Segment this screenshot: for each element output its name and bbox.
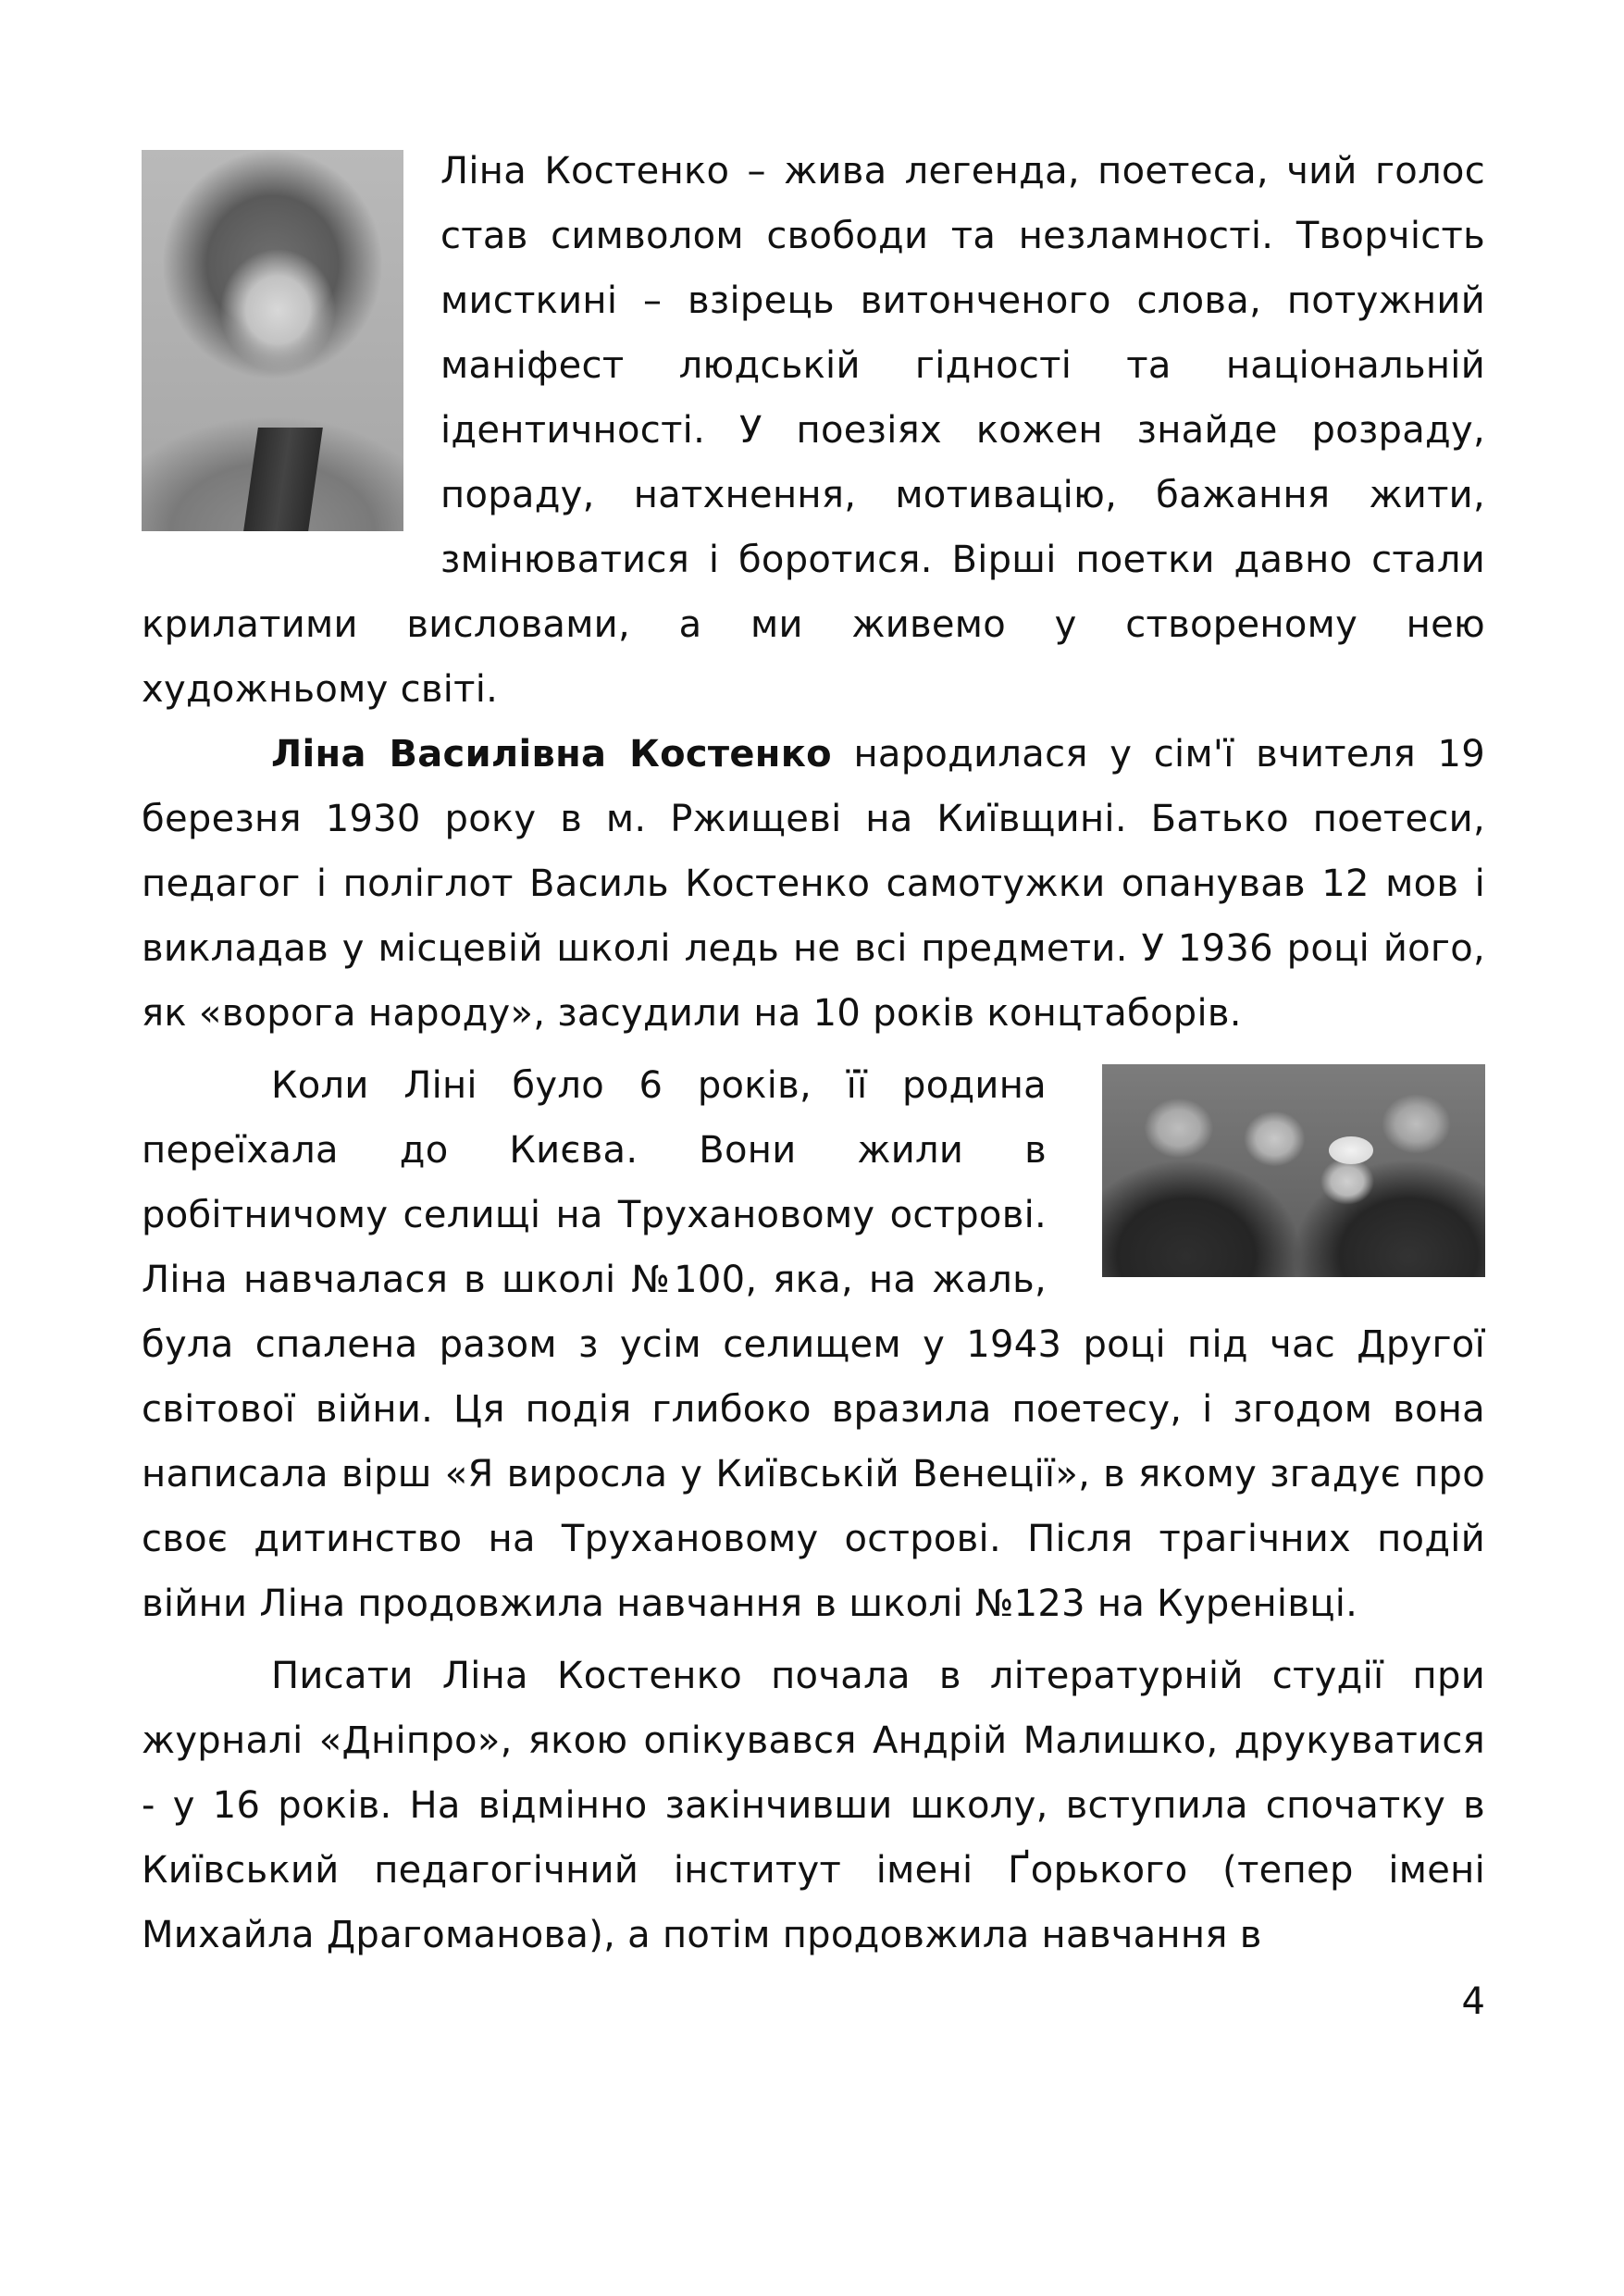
- portrait-photo: [142, 150, 403, 531]
- page-number: 4: [1461, 1980, 1485, 2023]
- paragraph-writing: [142, 1644, 1485, 1967]
- paragraph-birth-text: народилася у сім'ї вчителя 19 березня 1930 року в м. Ржищеві на Київщині. Батько поетеси, педагог і поліглот Василь Костенко самотужки опанував 12 мов і викладав у місцевій школі ледь не всі предмети. У 1936 році його, як «ворога народу», засудили на 10 років концтаборів.: [142, 733, 1485, 1035]
- paragraph-intro: [142, 139, 1485, 722]
- poet-full-name: Ліна Василівна Костенко: [271, 733, 832, 776]
- paragraph-writing-text: Писати Ліна Костенко почала в літературній студії при журналі «Дніпро», якою опікувався Андрій Малишко, друкуватися - у 16 років. На відмінно закінчивши школу, вступила спочатку в Київський педагогічний інститут імені Ґорького (тепер імені Михайла Драгоманова), а потім продовжила навчання в: [142, 1655, 1485, 1956]
- paragraph-childhood: [142, 1053, 1485, 1636]
- paragraph-birth: [142, 722, 1485, 1046]
- family-photo: [1102, 1064, 1485, 1277]
- text-column: [142, 139, 1485, 1967]
- family-photo-bow: [1329, 1136, 1373, 1164]
- portrait-collar: [243, 428, 323, 531]
- paragraph-childhood-text: Коли Ліні було 6 років, її родина переїхала до Києва. Вони жили в робітничому селищі на Трухановому острові. Ліна навчалася в школі №100, яка, на жаль, була спалена разом з усім селищем у 1943 році під час Другої світової війни. Ця подія глибоко вразила поетесу, і згодом вона написала вірш «Я виросла у Київській Венеції», в якому згадує про своє дитинство на Трухановому острові. Після трагічних подій війни Ліна продовжила навчання в школі №123 на Куренівці.: [142, 1064, 1485, 1625]
- paragraph-intro-text: Ліна Костенко – жива легенда, поетеса, чий голос став символом свободи та незламності. Творчість мисткині – взірець витонченого слова, потужний маніфест людській гідності та національній ідентичності. У поезіях кожен знайде розраду, пораду, натхнення, мотивацію, бажання жити, змінюватися і боротися. Вірші поетки давно стали крилатими висловами, а ми живемо у створеному нею художньому світі.: [142, 150, 1485, 711]
